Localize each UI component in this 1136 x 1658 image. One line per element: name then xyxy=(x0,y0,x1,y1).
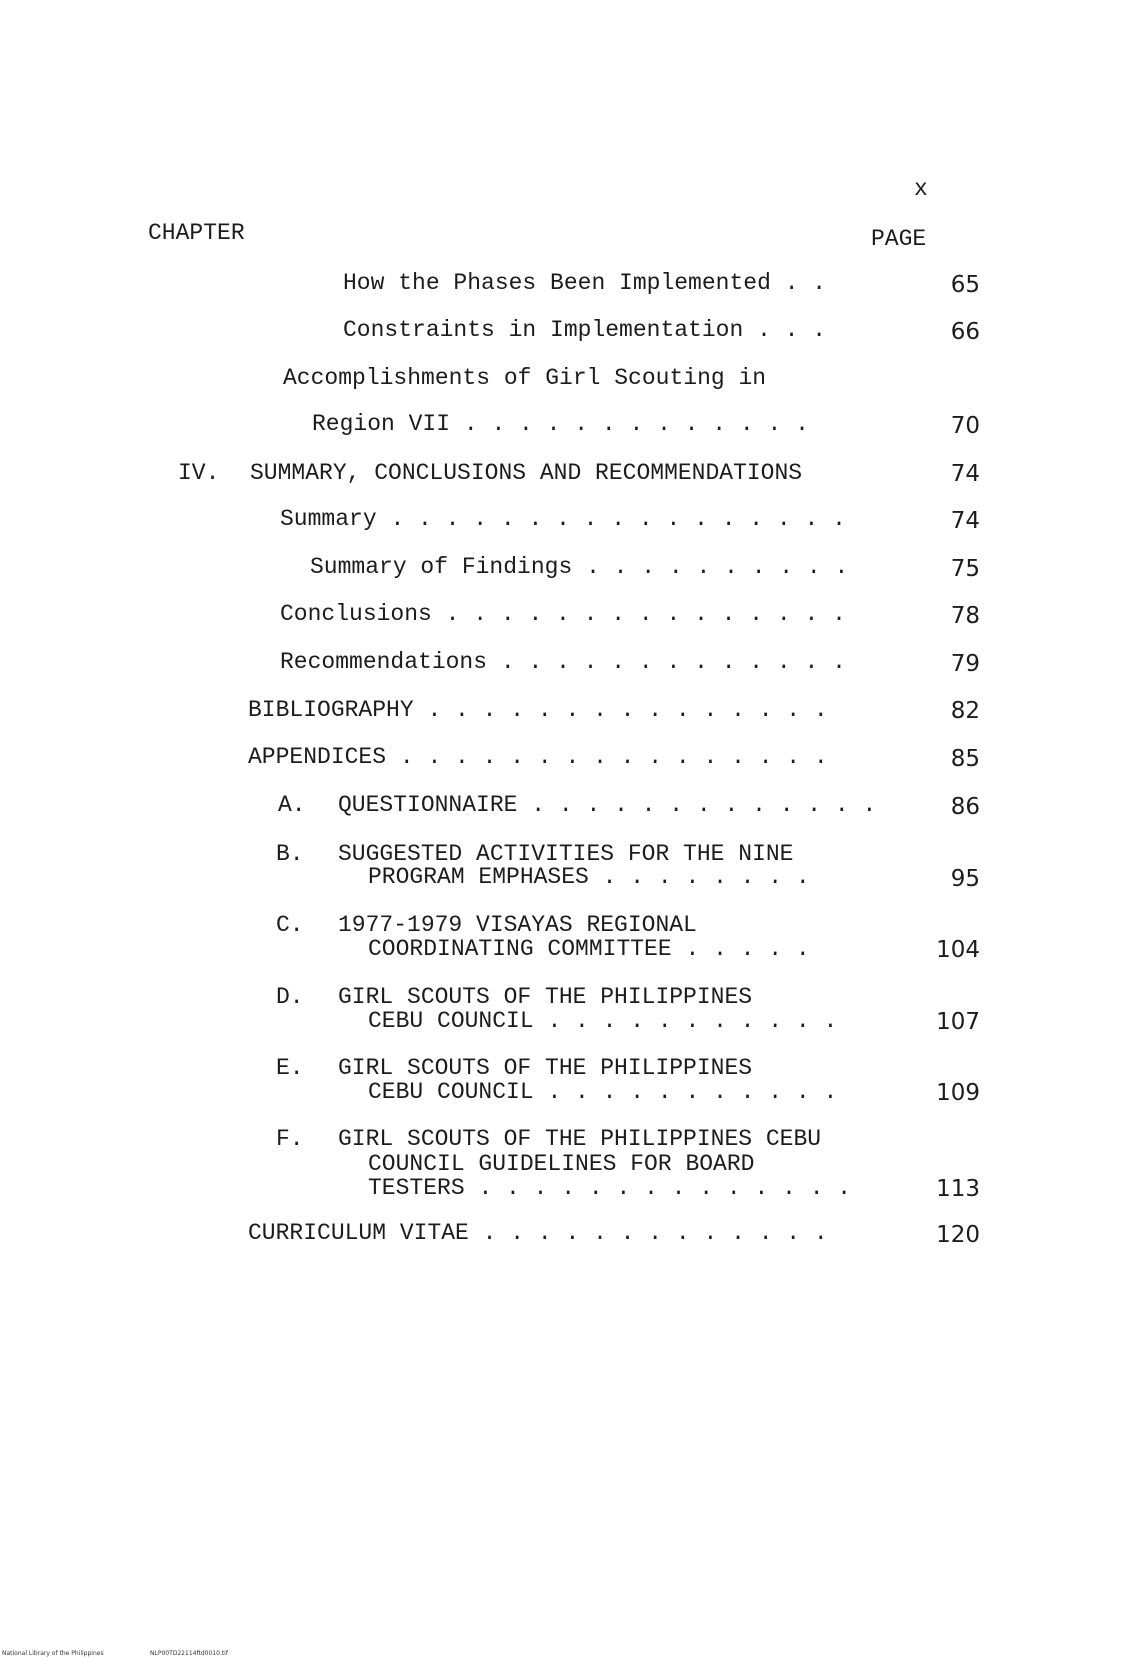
toc-page: 109 xyxy=(936,1080,980,1106)
toc-entry: Region VII . . . . . . . . . . . . . xyxy=(312,411,809,437)
appendix-letter: D. xyxy=(276,984,304,1010)
toc-page: 75 xyxy=(950,556,980,582)
toc-entry: Constraints in Implementation . . . xyxy=(343,317,827,343)
chapter-header: CHAPTER xyxy=(148,220,245,246)
toc-entry: QUESTIONNAIRE . . . . . . . . . . . . . xyxy=(338,792,877,818)
footer-file: NLP00TD22114ftd0010.tif xyxy=(150,1650,228,1657)
toc-entry: BIBLIOGRAPHY . . . . . . . . . . . . . . . xyxy=(248,697,828,723)
toc-page: 70 xyxy=(950,413,980,439)
toc-page: 74 xyxy=(950,461,980,487)
toc-page: 113 xyxy=(936,1176,980,1202)
toc-page: 104 xyxy=(936,937,980,963)
appendix-letter: B. xyxy=(276,841,304,867)
toc-entry: Conclusions . . . . . . . . . . . . . . . xyxy=(280,601,846,627)
page-number: x xyxy=(914,176,928,202)
toc-page: 85 xyxy=(950,746,980,772)
toc-page: 86 xyxy=(950,794,980,820)
toc-entry: TESTERS . . . . . . . . . . . . . . xyxy=(368,1175,852,1201)
toc-entry: GIRL SCOUTS OF THE PHILIPPINES xyxy=(338,984,753,1010)
toc-entry: How the Phases Been Implemented . . xyxy=(343,270,827,296)
toc-entry: APPENDICES . . . . . . . . . . . . . . . . xyxy=(248,744,828,770)
page-header: PAGE xyxy=(871,226,927,252)
toc-entry: Summary of Findings . . . . . . . . . . xyxy=(310,554,849,580)
toc-page: 120 xyxy=(936,1222,980,1248)
toc-page: 79 xyxy=(950,651,980,677)
toc-entry: Accomplishments of Girl Scouting in xyxy=(283,365,767,391)
toc-entry: CEBU COUNCIL . . . . . . . . . . . xyxy=(368,1008,838,1034)
chapter-number: IV. xyxy=(178,460,220,486)
toc-entry: GIRL SCOUTS OF THE PHILIPPINES xyxy=(338,1055,753,1081)
toc-page: 65 xyxy=(950,272,980,298)
toc-page: 66 xyxy=(950,319,980,345)
appendix-letter: F. xyxy=(276,1126,304,1152)
toc-page: 95 xyxy=(950,866,980,892)
toc-page: 82 xyxy=(950,698,980,724)
toc-entry: GIRL SCOUTS OF THE PHILIPPINES CEBU xyxy=(338,1126,822,1152)
toc-entry: SUMMARY, CONCLUSIONS AND RECOMMENDATIONS xyxy=(250,460,803,486)
toc-entry: COUNCIL GUIDELINES FOR BOARD xyxy=(368,1151,755,1177)
toc-page: 74 xyxy=(950,508,980,534)
toc-entry: Summary . . . . . . . . . . . . . . . . . xyxy=(280,506,846,532)
toc-entry: COORDINATING COMMITTEE . . . . . xyxy=(368,936,810,962)
toc-page: 107 xyxy=(936,1009,980,1035)
toc-entry: PROGRAM EMPHASES . . . . . . . . xyxy=(368,864,810,890)
toc-page: 78 xyxy=(950,603,980,629)
appendix-letter: A. xyxy=(278,792,306,818)
toc-entry: 1977-1979 VISAYAS REGIONAL xyxy=(338,912,697,938)
toc-entry: Recommendations . . . . . . . . . . . . . xyxy=(280,649,846,675)
toc-entry: CEBU COUNCIL . . . . . . . . . . . xyxy=(368,1079,838,1105)
footer-library: National Library of the Philippines xyxy=(2,1650,104,1657)
toc-entry: SUGGESTED ACTIVITIES FOR THE NINE xyxy=(338,841,794,867)
appendix-letter: E. xyxy=(276,1055,304,1081)
toc-entry: CURRICULUM VITAE . . . . . . . . . . . . . xyxy=(248,1220,828,1246)
appendix-letter: C. xyxy=(276,912,304,938)
